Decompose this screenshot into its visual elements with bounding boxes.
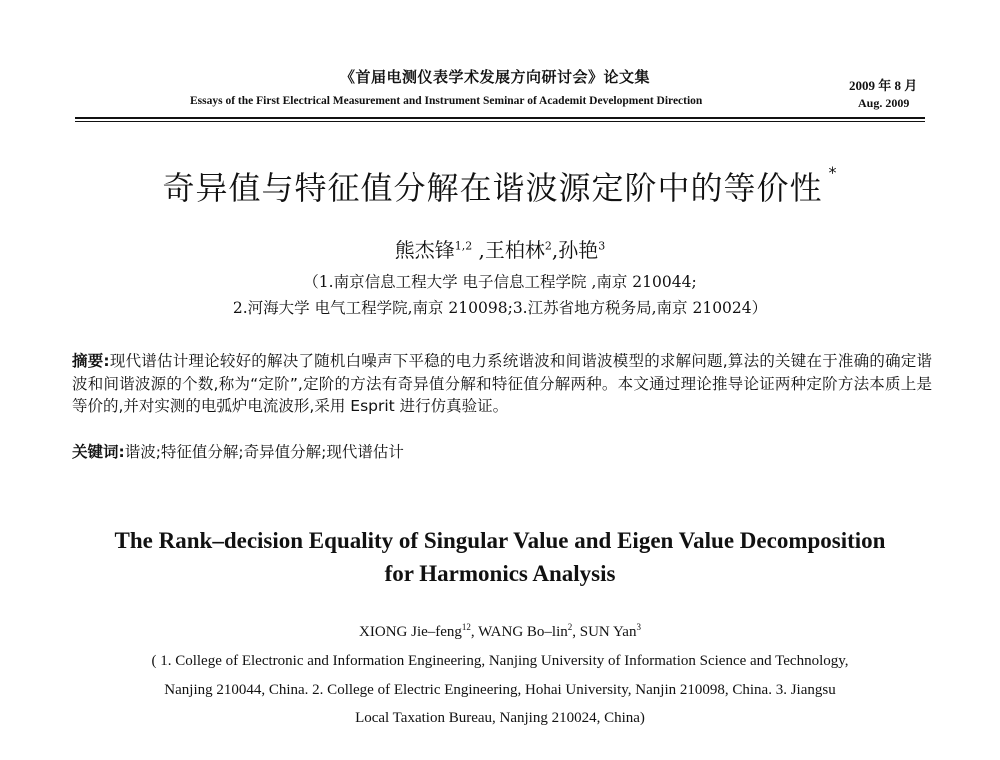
authors-cn	[0, 234, 1000, 263]
header-rule-thick	[75, 117, 925, 119]
affiliation-cn-line: 2.河海大学 电气工程学院,南京 210098;3.江苏省地方税务局,南京 210024）	[232, 299, 768, 317]
author-affil-sup: 3	[598, 239, 606, 253]
keywords-text: 谐波;特征值分解;奇异值分解;现代谱估计	[124, 443, 404, 461]
paper-title-cn-text: 奇异值与特征值分解在谐波源定阶中的等价性	[162, 169, 823, 207]
author-name: 王柏林	[484, 238, 545, 262]
title-footnote-mark: *	[828, 163, 838, 182]
issue-date-cn: 2009 年 8 月	[849, 78, 918, 93]
author-separator: ,	[472, 238, 485, 262]
author-name: WANG Bo–lin	[478, 624, 568, 640]
author-affil-sup: 12	[461, 622, 471, 632]
author-name: XIONG Jie–feng	[359, 624, 462, 640]
affiliation-en-line: Nanjing 210044, China. 2. College of Electric Engineering, Hohai University, Nanjin 210098, China. 3. Jiangsu	[164, 682, 836, 698]
keywords-label: 关键词:	[72, 443, 125, 461]
author-name: 熊杰锋	[394, 238, 455, 262]
journal-title-en: Essays of the First Electrical Measurement and Instrument Seminar of Academit Development Direction	[190, 95, 703, 107]
author-name: 孙艳	[558, 238, 599, 262]
abstract-cn	[72, 350, 932, 418]
affiliation-cn-line: （1.南京信息工程大学 电子信息工程学院 ,南京 210044;	[303, 273, 697, 291]
author-separator: ,	[470, 624, 479, 640]
affiliation-en-line: Local Taxation Bureau, Nanjing 210024, China)	[355, 710, 645, 726]
author-affil-sup: 2	[544, 239, 552, 253]
author-separator: ,	[572, 624, 580, 640]
paper-title-en-line: for Harmonics Analysis	[384, 561, 616, 586]
author-separator: ,	[551, 238, 559, 262]
abstract-text: 现代谱估计理论较好的解决了随机白噪声下平稳的电力系统谐波和间谐波模型的求解问题,算法的关键在于准确的确定谐波和间谐波源的个数,称为“定阶”,定阶的方法有奇异值分解和特征值分解两种。本文通过理论推导论证两种定阶方法本质上是等价的,并对实测的电弧炉电流波形,采用 Esprit 进行仿真验证。	[72, 352, 932, 415]
authors-en	[0, 622, 1000, 641]
author-affil-sup: 3	[636, 622, 641, 632]
journal-title-cn: 《首届电测仪表学术发展方向研讨会》论文集	[340, 68, 651, 86]
paper-title-cn	[0, 163, 1000, 209]
header-rule-thin	[75, 121, 925, 122]
abstract-label: 摘要:	[72, 352, 110, 370]
keywords-cn	[72, 440, 932, 462]
affiliation-en-line: ( 1. College of Electronic and Information Engineering, Nanjing University of Information Science and Technology,	[151, 653, 849, 669]
author-affil-sup: 1,2	[454, 239, 473, 253]
issue-date-en: Aug. 2009	[858, 96, 910, 110]
author-name: SUN Yan	[579, 624, 637, 640]
paper-title-en	[0, 524, 1000, 590]
page-header	[0, 0, 1000, 120]
author-affil-sup: 2	[567, 622, 573, 632]
paper-title-en-line: The Rank–decision Equality of Singular Value and Eigen Value Decomposition	[114, 528, 886, 553]
